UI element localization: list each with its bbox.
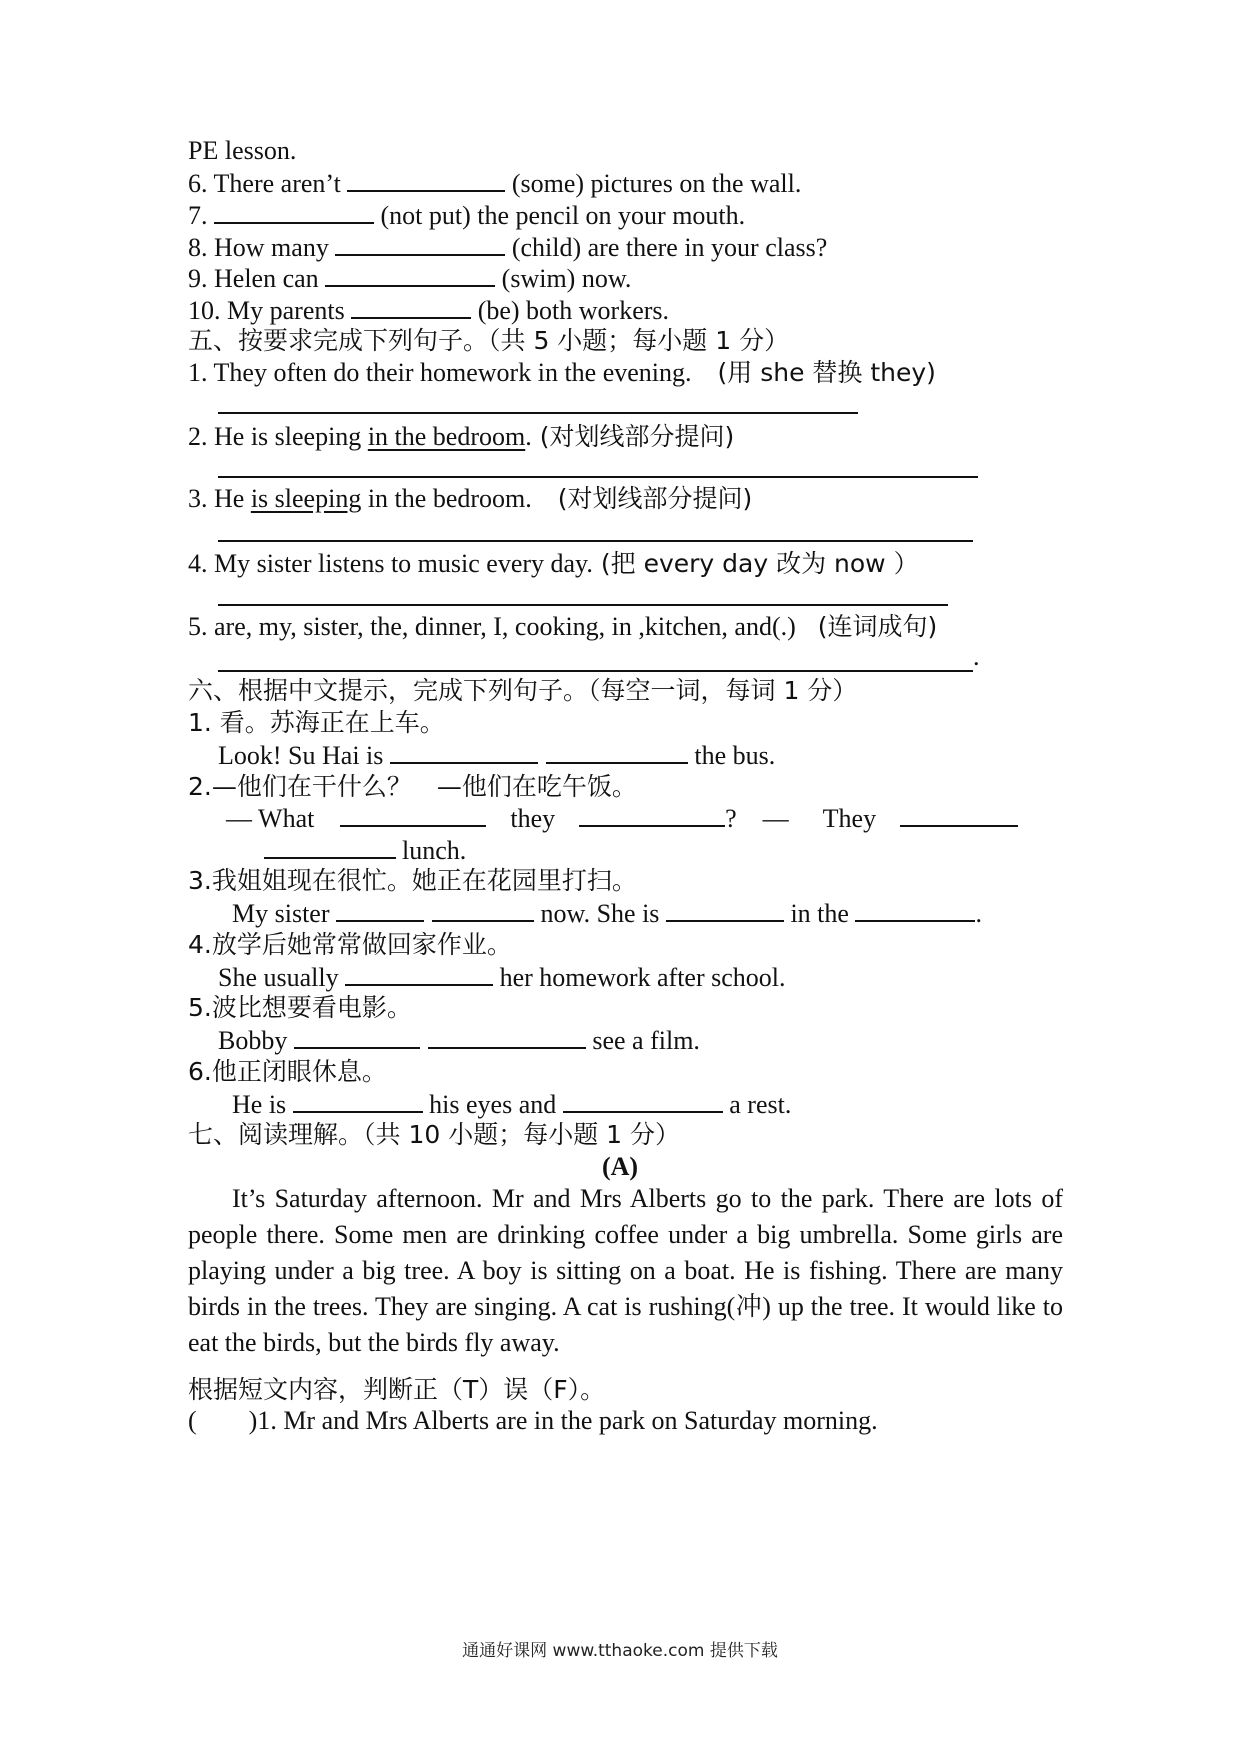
answer-blank[interactable] [335,230,505,256]
answer-blank[interactable] [214,198,374,224]
s5-q4-text: 4. My sister listens to music every day. [188,549,593,578]
q8-prefix: 8. How many [188,233,336,262]
s6-q1-line [218,738,775,772]
s5-q1-hint: (用 she 替换 they) [717,358,936,387]
s6-q3-period: . [975,899,982,928]
answer-line[interactable] [218,540,973,542]
s5-q5-line [188,610,937,644]
s6-q5-chinese: 5.波比想要看电影。 [188,993,412,1022]
s6-q1-chinese: 1. 看。苏海正在上车。 [188,708,445,737]
s6-q6-middle: his eyes and [422,1090,563,1119]
s6-q3-chinese: 3.我姐姐现在很忙。她正在花园里打扫。 [188,866,637,895]
s6-q3-line [232,896,982,930]
tf-question-1: ( )1. Mr and Mrs Alberts are in the park on Saturday morning. [188,1406,878,1435]
answer-blank[interactable] [340,801,486,827]
s6-q4-prefix: She usually [218,963,346,992]
q9-suffix: (swim) now. [495,264,632,293]
answer-blank[interactable] [666,896,784,922]
tf-instruction: 根据短文内容，判断正（T）误（F）。 [188,1375,606,1404]
s6-q4-suffix: her homework after school. [493,963,786,992]
answer-blank[interactable] [390,738,538,764]
s5-q3-underlined: is sleeping [250,484,362,513]
s5-q3-suffix: in the bedroom. [361,484,532,513]
q8-suffix: (child) are there in your class? [505,233,828,262]
s6-q5-line [218,1023,700,1057]
q7-prefix: 7. [188,201,214,230]
answer-line[interactable] [218,412,858,414]
answer-blank[interactable] [579,801,725,827]
answer-blank[interactable] [345,960,493,986]
s5-q5-period: . [973,642,980,671]
answer-blank[interactable] [855,896,975,922]
answer-blank[interactable] [347,166,505,192]
answer-line[interactable] [218,604,948,606]
s6-q6-suffix: a rest. [722,1090,792,1119]
s6-q2-chinese: 2.—他们在干什么？ —他们在吃午饭。 [188,772,637,801]
s6-q2-lunch: lunch. [402,836,467,865]
q9-line [188,261,631,295]
s5-q4-line [188,547,919,581]
answer-blank[interactable] [336,896,424,922]
s5-q3-hint: (对划线部分提问) [557,484,753,513]
q7-line [188,198,745,232]
s6-q3-prefix: My sister [232,899,336,928]
answer-blank[interactable] [432,896,534,922]
q10-suffix: (be) both workers. [471,296,670,325]
answer-blank[interactable] [325,261,495,287]
answer-blank[interactable] [351,293,471,319]
s5-q2-line [188,420,734,454]
s6-q6-prefix: He is [232,1090,293,1119]
q6-prefix: 6. There aren’t [188,169,348,198]
s6-q6-line [232,1087,791,1121]
q9-prefix: 9. Helen can [188,264,326,293]
q10-line [188,293,669,327]
s6-q2-line [226,801,1018,835]
q5-continuation: PE lesson. [188,136,297,165]
answer-blank[interactable] [546,738,688,764]
section6-title: 六、根据中文提示，完成下列句子。（每空一词，每词 1 分） [188,676,858,705]
s6-q2-qmark: ? [725,804,737,833]
s5-q5-hint: (连词成句) [817,612,938,641]
q6-suffix: (some) pictures on the wall. [505,169,802,198]
section7-title: 七、阅读理解。（共 10 小题；每小题 1 分） [188,1120,681,1149]
q8-line [188,230,827,264]
answer-blank[interactable] [900,801,1018,827]
q10-prefix: 10. My parents [188,296,352,325]
s5-q4-hint: (把 every day 改为 now ） [600,549,919,578]
reading-passage [188,1181,1063,1361]
answer-line[interactable] [218,476,978,478]
answer-blank[interactable] [264,833,396,859]
s5-q3-line [188,482,752,516]
answer-blank[interactable] [293,1087,423,1113]
s6-q2-they: they [510,804,556,833]
s6-q5-prefix: Bobby [218,1026,294,1055]
s5-q1-text: 1. They often do their homework in the evening. [188,358,692,387]
s6-q2-dash: — [762,804,789,833]
answer-blank[interactable] [294,1023,420,1049]
footer-watermark: 通通好课网 www.tthaoke.com 提供下载 [462,1641,778,1661]
passage-label: (A) [601,1152,639,1181]
answer-line[interactable] [218,670,973,672]
s6-q2-what: — What [226,804,315,833]
s5-q2-hint: (对划线部分提问) [539,422,735,451]
s6-q5-suffix: see a film. [585,1026,700,1055]
passage-text: It’s Saturday afternoon. Mr and Mrs Alberts go to the park. There are lots of people there. Some men are drinking coffee under a big umbrella. Some girls are playing under a big tree. A boy is sitting on a boat. He is fishing. There are many birds in the trees. They are singing. A cat is rushing(冲) up the tree. It would like to eat the birds, but the birds fly away. [188,1184,1063,1357]
s5-q2-prefix: 2. He is sleeping [188,422,368,451]
s5-q2-underlined: in the bedroom [367,422,526,451]
answer-blank[interactable] [563,1087,723,1113]
answer-blank[interactable] [428,1023,586,1049]
s6-q3-in-the: in the [783,899,856,928]
s6-q4-chinese: 4.放学后她常常做回家作业。 [188,930,512,959]
s6-q3-middle: now. She is [534,899,666,928]
q6-line [188,166,801,200]
s6-q2-they-answer: They [822,804,877,833]
s5-q1-line [188,356,936,390]
s5-q2-suffix: . [525,422,532,451]
s6-q6-chinese: 6.他正闭眼休息。 [188,1057,387,1086]
q7-suffix: (not put) the pencil on your mouth. [374,201,746,230]
s6-q4-line [218,960,786,994]
s6-q1-suffix: the bus. [687,741,776,770]
s6-q2-line2 [264,833,466,867]
s6-q1-prefix: Look! Su Hai is [218,741,390,770]
section5-title: 五、按要求完成下列句子。（共 5 小题；每小题 1 分） [188,326,790,355]
s5-q3-prefix: 3. He [188,484,251,513]
s5-q5-text: 5. are, my, sister, the, dinner, I, cooking, in ,kitchen, and(.) [188,612,796,641]
